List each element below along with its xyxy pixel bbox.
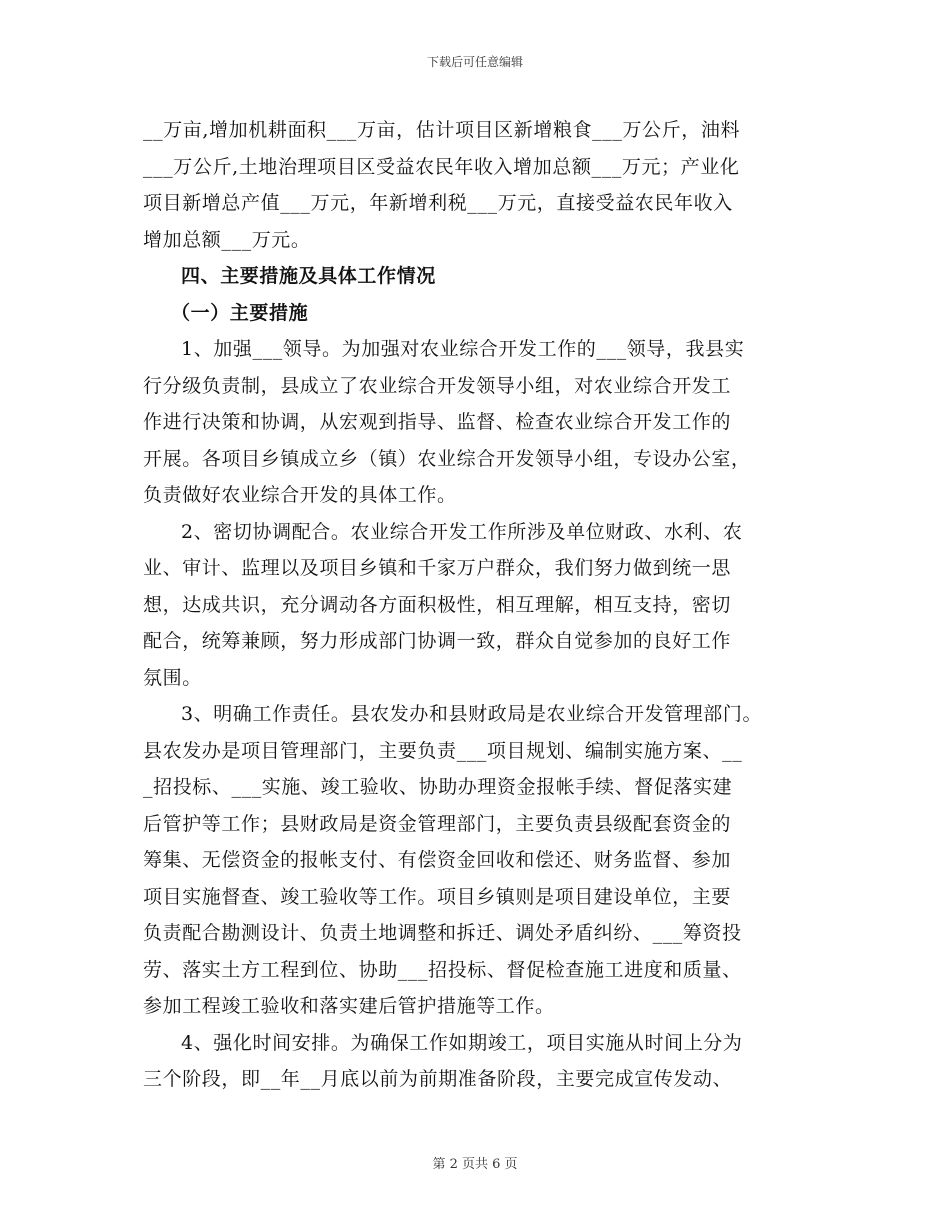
text-line: 项目新增总产值___万元，年新增利税___万元，直接受益农民年收入	[143, 192, 733, 214]
text-line: 负责做好农业综合开发的具体工作。	[143, 484, 457, 506]
document-body	[143, 112, 807, 1098]
page-header: 下载后可任意编辑	[426, 55, 523, 69]
text-line: __万亩,增加机耕面积___万亩，估计项目区新增粮食___万公斤，油料	[143, 119, 741, 141]
text-line: 筹集、无偿资金的报帐支付、有偿资金回收和偿还、财务监督、参加	[143, 849, 732, 871]
section-heading: 四、主要措施及具体工作情况	[181, 265, 436, 287]
text-line: 参加工程竣工验收和落实建后管护措施等工作。	[143, 995, 555, 1017]
text-line: 业、审计、监理以及项目乡镇和千家万户群众，我们努力做到统一思	[143, 557, 732, 579]
text-line: 作进行决策和协调，从宏观到指导、监督、检查农业综合开发工作的	[143, 411, 732, 433]
text-line: _招投标、___实施、竣工验收、协助办理资金报帐手续、督促落实建	[143, 776, 733, 798]
paragraph-first-line: 4、强化时间安排。为确保工作如期竣工，项目实施从时间上分为	[181, 1031, 743, 1054]
text-line: 想，达成共识，充分调动各方面积极性，相互理解，相互支持，密切	[143, 593, 732, 616]
page-number-footer: 第 2 页共 6 页	[432, 1157, 518, 1172]
paragraph-first-line: 1、加强___领导。为加强对农业综合开发工作的___领导，我县实	[181, 338, 745, 360]
text-line: 氛围。	[143, 666, 202, 689]
text-line: 行分级负责制，县成立了农业综合开发领导小组，对农业综合开发工	[143, 374, 732, 397]
paragraph-first-line: 3、明确工作责任。县农发办和县财政局是农业综合开发管理部门。	[181, 703, 763, 725]
text-line: 三个阶段，即__年__月底以前为前期准备阶段，主要完成宣传发动、	[143, 1068, 733, 1090]
subsection-heading: （一）主要措施	[171, 301, 309, 324]
paragraph-first-line: 2、密切协调配合。农业综合开发工作所涉及单位财政、水利、农	[181, 520, 743, 543]
text-line: 开展。各项目乡镇成立乡（镇）农业综合开发领导小组，专设办公室，	[143, 447, 751, 470]
text-line: ___万公斤,土地治理项目区受益农民年收入增加总额___万元；产业化	[143, 155, 740, 178]
text-line: 县农发办是项目管理部门，主要负责___项目规划、编制实施方案、__	[143, 739, 743, 762]
text-line: 后管护等工作；县财政局是资金管理部门，主要负责县级配套资金的	[143, 812, 732, 835]
text-line: 配合，统筹兼顾，努力形成部门协调一致，群众自觉参加的良好工作	[143, 630, 732, 652]
text-line: 负责配合勘测设计、负责土地调整和拆迁、调处矛盾纠纷、___筹资投	[143, 922, 742, 944]
text-line: 劳、落实土方工程到位、协助___招投标、督促检查施工进度和质量、	[143, 958, 742, 981]
text-line: 增加总额___万元。	[143, 228, 311, 251]
text-line: 项目实施督查、竣工验收等工作。项目乡镇则是项目建设单位，主要	[143, 885, 732, 908]
